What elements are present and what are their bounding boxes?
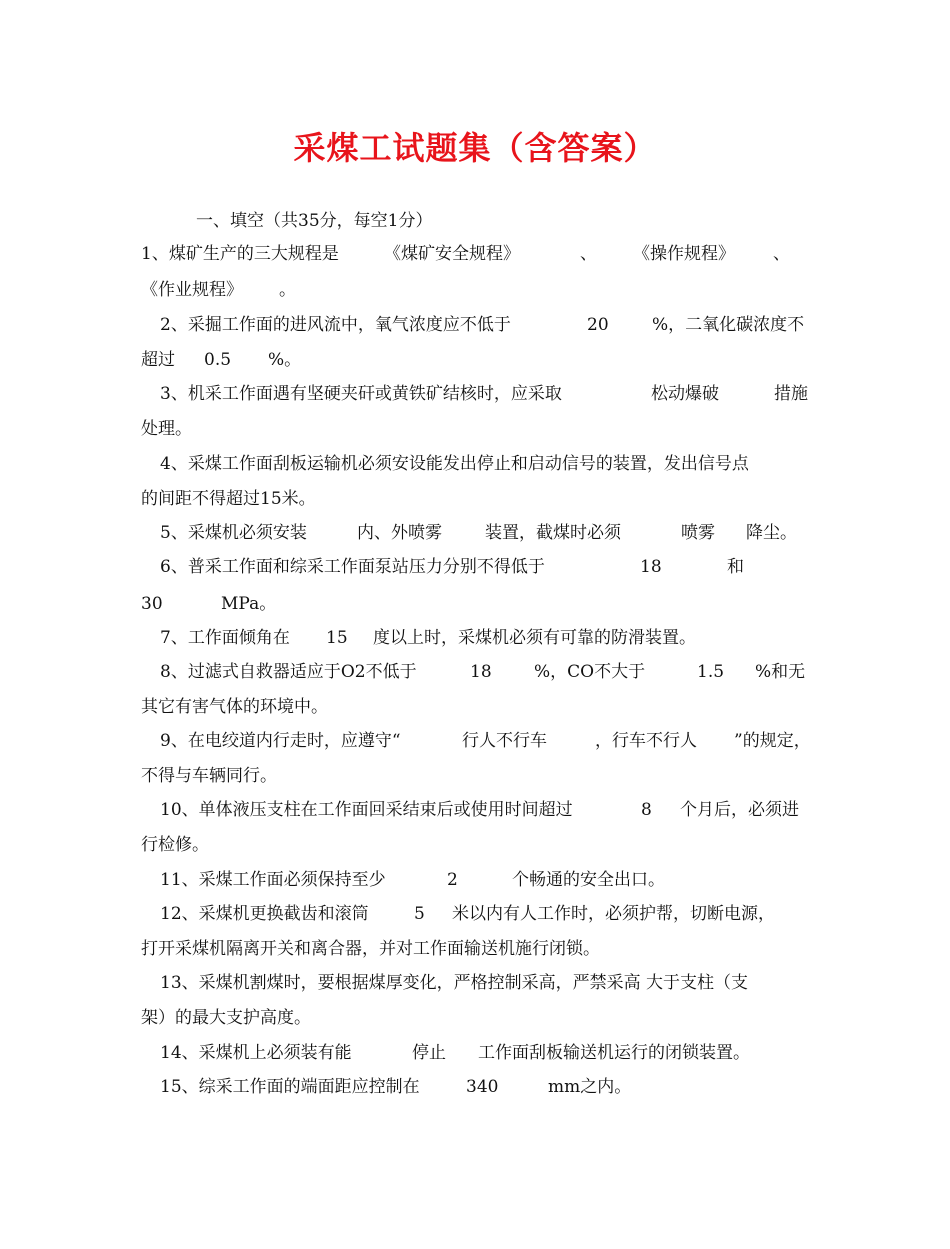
- question-10-line-2: [0, 827, 950, 863]
- question-2-line-2: [0, 342, 950, 378]
- question-text: 措施: [774, 384, 808, 404]
- question-1-line-1: [0, 236, 950, 272]
- question-text: 2、采掘工作面的进风流中，氧气浓度应不低于: [160, 315, 511, 335]
- answer-text: 行人不行车: [462, 731, 547, 751]
- question-text: 5、采煤机必须安装: [160, 523, 307, 543]
- question-text: %，CO不大于: [534, 662, 646, 682]
- answer-text: 2: [447, 870, 458, 890]
- question-text: mm之内。: [548, 1077, 632, 1097]
- question-text: 。: [279, 280, 296, 300]
- question-text: 度以上时，采煤机必须有可靠的防滑装置。: [373, 628, 696, 648]
- question-11-line-1: [0, 862, 950, 898]
- question-2-line-1: [0, 307, 950, 343]
- question-8-line-1: [0, 654, 950, 690]
- question-text: 降尘。: [746, 523, 797, 543]
- question-text: %，二氧化碳浓度不: [652, 315, 805, 335]
- question-text: 处理。: [141, 419, 192, 439]
- question-text: 不得与车辆同行。: [141, 766, 277, 786]
- question-text: 4、采煤工作面刮板运输机必须安设能发出停止和启动信号的装置，发出信号点: [160, 454, 749, 474]
- answer-text: 喷雾: [681, 523, 715, 543]
- question-text: 其它有害气体的环境中。: [141, 697, 328, 717]
- question-text: 12、采煤机更换截齿和滚筒: [160, 904, 369, 924]
- question-text: ，: [595, 731, 612, 751]
- answer-text: 松动爆破: [651, 384, 719, 404]
- answer-text: 《操作规程》: [633, 244, 735, 264]
- answer-text: 《作业规程》: [141, 280, 243, 300]
- question-text: 8、过滤式自救器适应于O2不低于: [160, 662, 417, 682]
- question-text: 15、综采工作面的端面距应控制在: [160, 1077, 420, 1097]
- question-text: 13、采煤机割煤时，要根据煤厚变化，严格控制采高，严禁采高 大于支柱（支: [160, 973, 749, 993]
- question-text: 9、在电绞道内行走时，应遵守“: [160, 731, 401, 751]
- section-heading-text: 一、填空（共35分，每空1分）: [196, 211, 433, 231]
- question-text: 1、煤矿生产的三大规程是: [141, 244, 339, 264]
- answer-text: 30: [141, 594, 163, 614]
- question-13-line-1: [0, 965, 950, 1001]
- question-text: 7、工作面倾角在: [160, 628, 290, 648]
- answer-text: 内、外喷雾: [357, 523, 442, 543]
- question-text: 的间距不得超过15米。: [141, 489, 316, 509]
- question-5-line-1: [0, 515, 950, 551]
- question-text: 11、采煤工作面必须保持至少: [160, 870, 386, 890]
- question-3-line-1: [0, 376, 950, 412]
- question-13-line-2: [0, 1000, 950, 1036]
- question-text: 个月后，必须进: [680, 800, 799, 820]
- answer-text: 《煤矿安全规程》: [384, 244, 520, 264]
- answer-text: 18: [640, 557, 662, 577]
- question-text: 14、采煤机上必须装有能: [160, 1043, 352, 1063]
- question-text: 超过: [141, 350, 175, 370]
- question-text: %和无: [755, 662, 806, 682]
- question-text: 个畅通的安全出口。: [512, 870, 665, 890]
- question-text: 装置，截煤时必须: [485, 523, 621, 543]
- answer-text: 340: [466, 1077, 499, 1097]
- question-9-line-2: [0, 758, 950, 794]
- question-text: 工作面刮板输送机运行的闭锁装置。: [478, 1043, 750, 1063]
- question-3-line-2: [0, 411, 950, 447]
- question-text: 、: [773, 244, 790, 264]
- question-text: 6、普采工作面和综采工作面泵站压力分别不得低于: [160, 557, 545, 577]
- question-9-line-1: [0, 723, 950, 759]
- question-text: 行检修。: [141, 835, 209, 855]
- answer-text: 8: [641, 800, 652, 820]
- section-heading: [0, 203, 950, 239]
- question-6-line-1: [0, 549, 950, 585]
- question-4-line-2: [0, 481, 950, 517]
- question-text: 和: [727, 557, 744, 577]
- question-text: 3、机采工作面遇有坚硬夹矸或黄铁矿结核时，应采取: [160, 384, 562, 404]
- question-6-line-2: [0, 586, 950, 622]
- question-4-line-1: [0, 446, 950, 482]
- answer-text: 停止: [412, 1043, 446, 1063]
- answer-text: 0.5: [204, 350, 232, 370]
- document-title: 采煤工试题集（含答案）: [293, 129, 657, 167]
- question-text: MPa。: [221, 594, 277, 614]
- question-7-line-1: [0, 620, 950, 656]
- answer-text: 20: [587, 315, 609, 335]
- question-text: 10、单体液压支柱在工作面回采结束后或使用时间超过: [160, 800, 573, 820]
- question-text: 打开采煤机隔离开关和离合器，并对工作面输送机施行闭锁。: [141, 939, 600, 959]
- answer-text: 18: [470, 662, 492, 682]
- answer-text: 行车不行人: [612, 731, 697, 751]
- answer-text: 5: [414, 904, 425, 924]
- question-text: 米以内有人工作时，必须护帮，切断电源，: [452, 904, 775, 924]
- answer-text: 15: [326, 628, 348, 648]
- answer-text: 1.5: [697, 662, 725, 682]
- question-15-line-1: [0, 1069, 950, 1105]
- question-text: %。: [268, 350, 302, 370]
- question-12-line-2: [0, 931, 950, 967]
- question-14-line-1: [0, 1035, 950, 1071]
- question-text: ”的规定，: [734, 731, 811, 751]
- question-8-line-2: [0, 689, 950, 725]
- question-text: 架）的最大支护高度。: [141, 1008, 311, 1028]
- question-10-line-1: [0, 792, 950, 828]
- question-text: 、: [580, 244, 597, 264]
- question-1-line-2: [0, 272, 950, 308]
- question-12-line-1: [0, 896, 950, 932]
